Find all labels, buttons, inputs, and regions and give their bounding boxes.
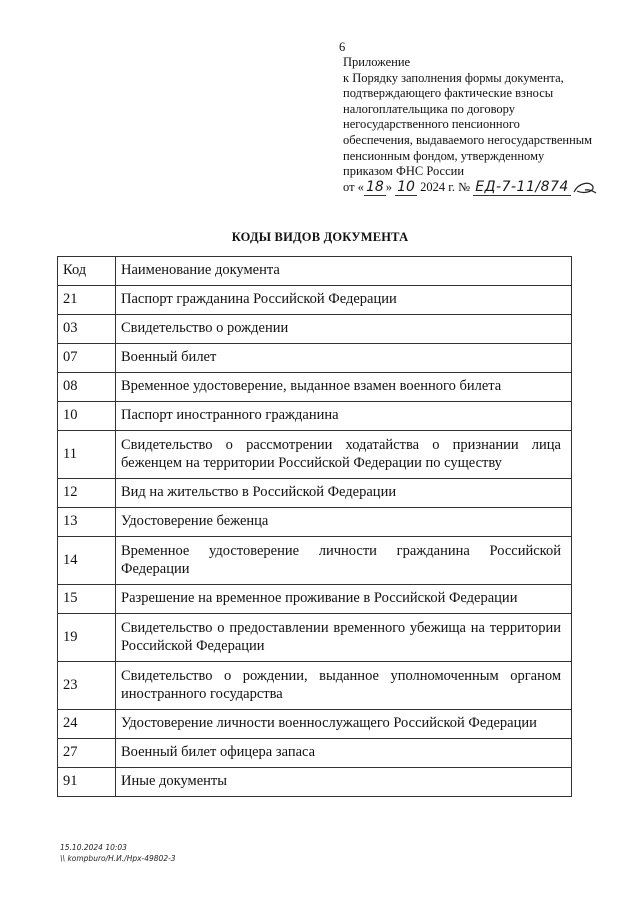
name-cell: Разрешение на временное проживание в Российской Федерации bbox=[116, 585, 572, 614]
table-row bbox=[58, 508, 572, 537]
name-cell: Временное удостоверение личности гражданина Российской Федерации bbox=[116, 537, 572, 585]
table-row bbox=[58, 286, 572, 315]
code-cell: 23 bbox=[58, 662, 116, 710]
table-row bbox=[58, 662, 572, 710]
name-cell: Свидетельство о рождении bbox=[116, 315, 572, 344]
code-cell: 03 bbox=[58, 315, 116, 344]
name-cell: Паспорт иностранного гражданина bbox=[116, 402, 572, 431]
code-cell: 21 bbox=[58, 286, 116, 315]
document-title: КОДЫ ВИДОВ ДОКУМЕНТА bbox=[231, 230, 409, 244]
header-line: подтверждающего фактические взносы bbox=[343, 86, 554, 101]
header-line: Приложение bbox=[343, 55, 411, 69]
name-cell: Удостоверение личности военнослужащего Российской Федерации bbox=[116, 710, 572, 739]
code-cell: 11 bbox=[58, 431, 116, 479]
table-row bbox=[58, 710, 572, 739]
name-cell: Свидетельство о рождении, выданное уполномоченным органом иностранного государства bbox=[116, 662, 572, 710]
header-line: приказом ФНС России bbox=[343, 164, 465, 179]
order-prefix: от « bbox=[343, 179, 364, 194]
name-cell: Паспорт гражданина Российской Федерации bbox=[116, 286, 572, 315]
order-number-handwritten: ЕД-7-11/874 bbox=[475, 178, 569, 195]
order-month-handwritten: 10 bbox=[397, 178, 415, 195]
footer-timestamp: 15.10.2024 10:03 bbox=[60, 843, 127, 852]
name-cell: Военный билет bbox=[116, 344, 572, 373]
header-cell-name: Наименование документа bbox=[116, 257, 572, 286]
order-year: 2024 г. № bbox=[420, 179, 471, 194]
code-cell: 08 bbox=[58, 373, 116, 402]
header-line: к Порядку заполнения формы документа, bbox=[343, 70, 564, 85]
page-number: 6 bbox=[339, 40, 346, 54]
name-cell: Свидетельство о предоставлении временного убежища на территории Российской Федерации bbox=[116, 614, 572, 662]
signature-flourish-icon bbox=[571, 181, 597, 195]
name-cell: Удостоверение беженца bbox=[116, 508, 572, 537]
table-row bbox=[58, 585, 572, 614]
header-line: негосударственного пенсионного bbox=[343, 117, 520, 132]
code-cell: 13 bbox=[58, 508, 116, 537]
code-cell: 19 bbox=[58, 614, 116, 662]
print-footer bbox=[60, 843, 176, 864]
code-cell: 91 bbox=[58, 768, 116, 797]
name-cell: Временное удостоверение, выданное взамен военного билета bbox=[116, 373, 572, 402]
code-cell: 12 bbox=[58, 479, 116, 508]
name-cell: Военный билет офицера запаса bbox=[116, 739, 572, 768]
code-cell: 10 bbox=[58, 402, 116, 431]
code-cell: 14 bbox=[58, 537, 116, 585]
name-cell: Свидетельство о рассмотрении ходатайства о признании лица беженцем на территории Российской Федерации по существу bbox=[116, 431, 572, 479]
table-header-row bbox=[58, 257, 572, 286]
header-line: обеспечения, выдаваемого негосударственным bbox=[343, 132, 593, 147]
table-row bbox=[58, 768, 572, 797]
footer-path: \\ kompburo/Н.И./Нрх-49802-3 bbox=[60, 853, 176, 863]
table-row bbox=[58, 739, 572, 768]
table-row bbox=[58, 614, 572, 662]
code-cell: 24 bbox=[58, 710, 116, 739]
name-cell: Вид на жительство в Российской Федерации bbox=[116, 479, 572, 508]
header-line: пенсионным фондом, утвержденному bbox=[343, 148, 545, 163]
code-cell: 07 bbox=[58, 344, 116, 373]
name-cell: Иные документы bbox=[116, 768, 572, 797]
appendix-header bbox=[343, 55, 613, 195]
table-row bbox=[58, 373, 572, 402]
header-line: налогоплательщика по договору bbox=[343, 101, 516, 116]
code-cell: 15 bbox=[58, 585, 116, 614]
table-row bbox=[58, 479, 572, 508]
order-day-handwritten: 18 bbox=[365, 178, 384, 195]
document-codes-table bbox=[57, 256, 572, 797]
table-row bbox=[58, 344, 572, 373]
table-row bbox=[58, 402, 572, 431]
table-row bbox=[58, 431, 572, 479]
header-cell-code: Код bbox=[58, 257, 116, 286]
table-row bbox=[58, 537, 572, 585]
table-row bbox=[58, 315, 572, 344]
order-line bbox=[343, 180, 613, 196]
code-cell: 27 bbox=[58, 739, 116, 768]
order-mid: » bbox=[385, 179, 393, 194]
